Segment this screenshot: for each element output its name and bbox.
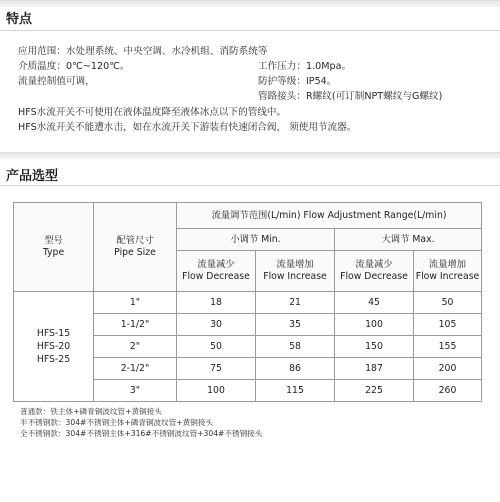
selection-title-divider xyxy=(0,185,500,186)
min-increase-cell: 21 xyxy=(256,292,335,314)
header-increase-en: Flow Increase xyxy=(263,271,327,282)
pipe-size-cell: 1" xyxy=(94,292,177,314)
min-increase-cell: 115 xyxy=(256,380,335,402)
features-title: 特点 xyxy=(6,12,33,27)
max-decrease-cell: 45 xyxy=(335,292,414,314)
section-top-band xyxy=(0,152,500,159)
pipe-size-cell: 2-1/2" xyxy=(94,358,177,380)
header-model-en: Type xyxy=(42,247,65,258)
header-increase-cn: 流量增加 xyxy=(428,259,467,270)
min-decrease-cell: 100 xyxy=(177,380,256,402)
header-increase-en: Flow Increase xyxy=(415,271,480,282)
header-pipe-cn: 配管尺寸 xyxy=(116,235,154,246)
features-title-divider xyxy=(0,30,500,31)
max-increase-cell: 50 xyxy=(414,292,482,314)
header-max-decrease xyxy=(335,251,414,292)
header-decrease-cn: 流量减少 xyxy=(197,259,235,270)
max-increase-cell: 260 xyxy=(414,380,482,402)
max-increase-cell: 105 xyxy=(414,314,482,336)
selection-title: 产品选型 xyxy=(6,169,59,184)
header-pipe-en: Pipe Size xyxy=(114,247,156,258)
feature-pipe-connection: 管路接头：R螺纹(可订制NPT螺纹与G螺纹) xyxy=(258,91,443,102)
model-name: HFS-25 xyxy=(36,354,71,365)
feature-warning-water-hammer: HFS水流开关不能遭水击，如在水流开关下游装有快速闭合阀， 须使用节流器。 xyxy=(18,122,357,133)
min-increase-cell: 35 xyxy=(256,314,335,336)
pipe-size-cell: 1-1/2" xyxy=(94,314,177,336)
max-increase-cell: 200 xyxy=(414,358,482,380)
header-decrease-cn: 流量减少 xyxy=(355,259,393,270)
header-decrease-en: Flow Decrease xyxy=(340,271,408,282)
model-name: HFS-20 xyxy=(36,341,71,352)
min-increase-cell: 58 xyxy=(256,336,335,358)
min-increase-cell: 86 xyxy=(256,358,335,380)
note-standard: 普通款：铁主体+磷青铜波纹管+黄铜接头 xyxy=(20,407,162,416)
max-decrease-cell: 187 xyxy=(335,358,414,380)
min-decrease-cell: 75 xyxy=(177,358,256,380)
section-top-band xyxy=(0,0,500,7)
pipe-size-cell: 2" xyxy=(94,336,177,358)
header-flow-range: 流量调节范围(L/min) Flow Adjustment Range(L/min) xyxy=(177,203,482,229)
header-model xyxy=(14,203,94,292)
max-decrease-cell: 100 xyxy=(335,314,414,336)
header-min-increase xyxy=(256,251,335,292)
flow-adjustment-table xyxy=(13,202,482,402)
min-decrease-cell: 50 xyxy=(177,336,256,358)
note-semi-stainless: 半不锈钢款：304#不锈钢主体+磷青铜波纹管+黄铜接头 xyxy=(20,418,214,427)
feature-warning-freezing: HFS水流开关不可使用在液体温度降至液体冰点以下的管线中。 xyxy=(18,107,287,118)
pipe-size-cell: 3" xyxy=(94,380,177,402)
header-model-cn: 型号 xyxy=(44,235,63,246)
feature-working-pressure: 工作压力：1.0Mpa。 xyxy=(258,61,352,72)
header-min-adjust: 小调节 Min. xyxy=(177,229,335,251)
material-notes xyxy=(20,406,262,439)
table-row xyxy=(14,292,482,314)
model-name: HFS-15 xyxy=(36,328,71,339)
header-min-decrease xyxy=(177,251,256,292)
min-decrease-cell: 18 xyxy=(177,292,256,314)
feature-flow-adjustable: 流量控制值可调， xyxy=(18,76,95,87)
header-max-increase xyxy=(414,251,482,292)
header-max-adjust: 大调节 Max. xyxy=(335,229,482,251)
feature-protection-grade: 防护等级：IP54。 xyxy=(258,76,337,87)
max-decrease-cell: 225 xyxy=(335,380,414,402)
min-decrease-cell: 30 xyxy=(177,314,256,336)
max-increase-cell: 155 xyxy=(414,336,482,358)
header-increase-cn: 流量增加 xyxy=(276,259,314,270)
model-cell xyxy=(14,292,94,402)
feature-medium-temperature: 介质温度：0℃~120℃。 xyxy=(18,61,130,72)
note-full-stainless: 全不锈钢款：304#不锈钢主体+316#不锈钢波纹管+304#不锈钢接头 xyxy=(20,429,263,438)
feature-application-range: 应用范围：水处理系统、中央空调、水冷机组、消防系统等 xyxy=(18,46,268,57)
max-decrease-cell: 150 xyxy=(335,336,414,358)
header-decrease-en: Flow Decrease xyxy=(182,271,250,282)
header-pipe-size xyxy=(94,203,177,292)
